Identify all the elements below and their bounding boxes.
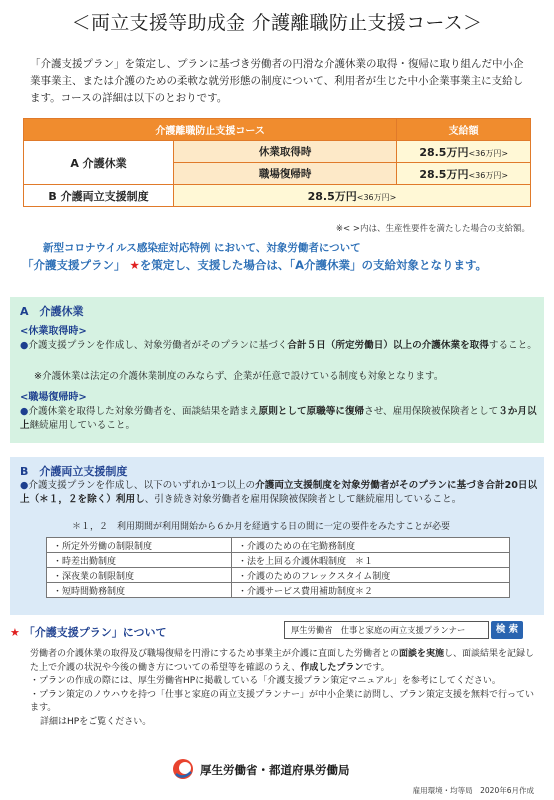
section-b-paragraph: [20, 479, 540, 507]
covid-notice-line2: [22, 257, 487, 273]
text: し、面談結果を記録した上で介護の状況や今後の働き方についての希望等を確認のうえ、: [30, 649, 535, 673]
about-plan-title: 「介護支援プラン」について: [23, 626, 167, 639]
section-b-note: ＊１，２ 利用期間が利用開始から６か月を経過する日の間に一定の要件をみたすことが必要: [72, 522, 451, 532]
text: 、引き続き対象労働者を雇用保険被保険者として継続雇用していること。: [144, 494, 462, 505]
covid-notice-line1: 新型コロナウイルス感染症対応特例 において、対象労働者について: [43, 242, 361, 254]
header-amount: 支給額: [397, 119, 531, 141]
section-a-box: [10, 297, 544, 443]
amount-note: <36万円>: [468, 170, 509, 180]
emphasis: 面談を実施: [399, 649, 445, 659]
intro-paragraph: 「介護支援プラン」を策定し、プランに基づき労働者の円滑な介護休業の取得・復帰に取り組んだ中小企業事業主、または介護のための柔軟な就労形態の制度について、利用者が生じた中小企業事業主に支給します。コースの詳細は以下のとおりです。: [30, 58, 524, 104]
star-icon: ★: [129, 258, 140, 272]
row-a-return-amount: [397, 163, 531, 185]
subsidy-table: [23, 118, 531, 207]
text: すること。: [488, 340, 537, 351]
section-b-box: [10, 457, 544, 615]
section-a-heading: A 介護休業: [20, 305, 84, 318]
emphasis: 合計５日（所定労働日）以上の介護休業を取得: [287, 340, 489, 351]
bullet-icon: ●: [20, 480, 29, 491]
support-system-grid: [46, 537, 510, 598]
text: 介護支援プランを作成し、以下のいずれか1つ以上の: [28, 480, 256, 491]
text: 介護休業を取得した対象労働者を、面談結果を踏まえ: [28, 406, 259, 417]
grid-cell: ・介護のためのフレックスタイム制度: [232, 568, 510, 583]
ministry-logo-icon: [172, 758, 194, 780]
row-a-return-label: 職場復帰時: [174, 163, 397, 185]
grid-cell: ・時差出勤制度: [47, 553, 232, 568]
grid-cell: ・深夜業の制限制度: [47, 568, 232, 583]
grid-cell: ・介護サービス費用補助制度＊２: [232, 583, 510, 598]
about-paragraph-2: ・プランの作成の際には、厚生労働省HPに掲載している「介護支援プラン策定マニュアル」を参考にしてください。: [30, 676, 501, 687]
about-paragraph-1: [30, 648, 535, 675]
section-a-sub-take: <休業取得時>: [20, 326, 87, 337]
row-b-label: B 介護両立支援制度: [24, 185, 174, 207]
text: です。: [363, 662, 390, 673]
section-a-take-paragraph: [20, 339, 540, 353]
page-title: ＜両立支援等助成金 介護離職防止支援コース＞: [71, 12, 483, 34]
amount-note: <36万円>: [468, 148, 509, 158]
grid-cell: ・法を上回る介護休暇制度 ＊１: [232, 553, 510, 568]
grid-cell: ・短時間勤務制度: [47, 583, 232, 598]
covid-notice-text: を策定し、支援した場合は、「A介護休業」の支給対象となります。: [139, 258, 488, 272]
section-a-return-paragraph: [20, 405, 540, 433]
amount-value: 28.5万円: [419, 167, 469, 181]
bullet-icon: ●: [20, 340, 29, 351]
emphasis: 介護両立支援制度を対象労働者がそのプランに基づき合計20日以上（＊１，２を除く）利用し: [20, 480, 538, 505]
amount-value: 28.5万円: [419, 145, 469, 159]
text: 労働者の介護休業の取得及び職場復帰を円滑にするため事業主が介護に直面した労働者との: [30, 649, 400, 659]
section-a-sub-return: <職場復帰時>: [20, 392, 87, 403]
emphasis: 原則として原職等に復帰: [258, 406, 365, 417]
about-plan-body: [30, 648, 535, 730]
plan-name: 「介護支援プラン」: [22, 258, 126, 272]
row-a-take-amount: [397, 141, 531, 163]
about-paragraph-3: ・プラン策定のノウハウを持つ「仕事と家庭の両立支援プランナー」が中小企業に訪問し、プラン策定支援を無料で行っています。: [30, 689, 535, 714]
section-a-note: ※介護休業は法定の介護休業制度のみならず、企業が任意で設けている制度も対象となります。: [34, 371, 444, 382]
text: 継続雇用していること。: [29, 420, 136, 431]
section-b-heading: B 介護両立支援制度: [20, 465, 128, 478]
grid-cell: ・所定外労働の制限制度: [47, 538, 232, 553]
grid-cell: ・介護のための在宅勤務制度: [232, 538, 510, 553]
text: 介護支援プランを作成し、対象労働者がそのプランに基づく: [28, 340, 288, 351]
table-footnote: ※< >内は、生産性要件を満たした場合の支給額。: [335, 224, 530, 234]
ministry-name: 厚生労働省・都道府県労働局: [200, 763, 350, 777]
header-course: 介護離職防止支援コース: [24, 119, 397, 141]
emphasis: 作成したプラン: [300, 662, 364, 673]
row-a-label: A 介護休業: [24, 141, 174, 185]
search-button[interactable]: 検 索: [491, 621, 523, 639]
search-input[interactable]: 厚生労働省 仕事と家庭の両立支援プランナー: [284, 621, 489, 639]
amount-note: <36万円>: [356, 192, 397, 202]
row-a-take-label: 休業取得時: [174, 141, 397, 163]
bullet-icon: ●: [20, 406, 29, 417]
text: させ、雇用保険被保険者として: [364, 406, 499, 417]
amount-value: 28.5万円: [307, 189, 357, 203]
about-paragraph-4: 詳細はHPをご覧ください。: [40, 716, 152, 727]
footer-credit: 雇用環境・均等局 2020年6月作成: [412, 786, 534, 795]
star-icon: ★: [10, 626, 20, 639]
row-b-amount: [174, 185, 531, 207]
about-plan-heading: [10, 624, 167, 640]
emphasis: ３か月以上: [20, 406, 537, 431]
